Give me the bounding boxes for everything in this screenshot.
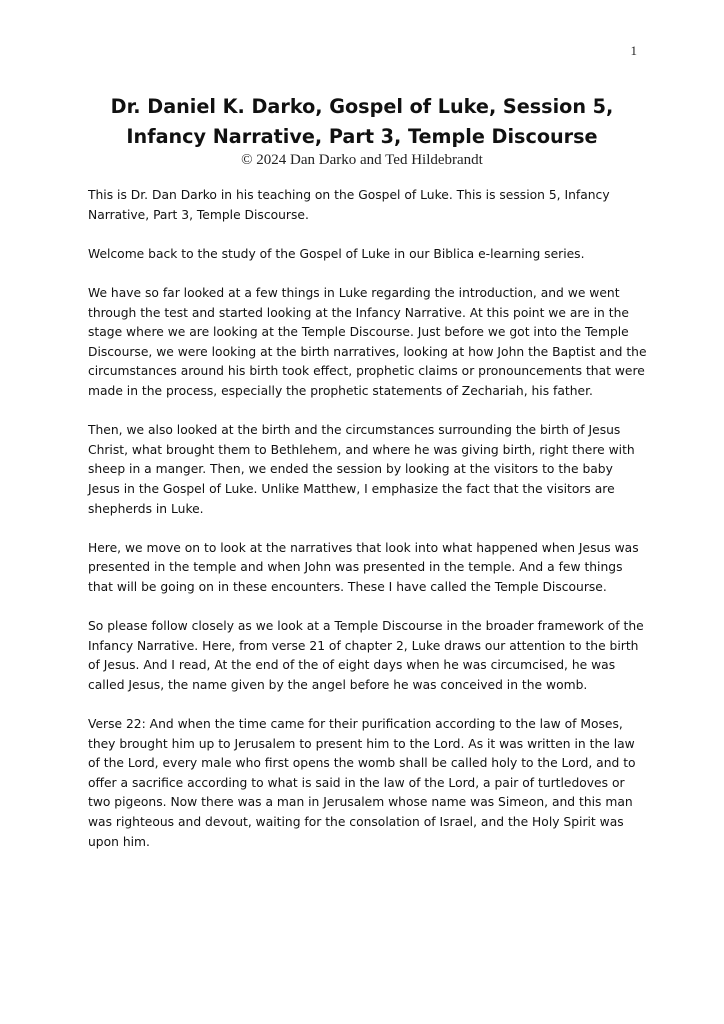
copyright-notice: © 2024 Dan Darko and Ted Hildebrandt — [241, 152, 483, 168]
document-title-line-2: Infancy Narrative, Part 3, Temple Discourse — [126, 125, 598, 148]
paragraph-verse-21: So please follow closely as we look at a Temple Discourse in the broader framework of the Infancy Narrative. Here, from verse 21 of chapter 2, Luke draws our attention to the birth of Jesus. And I read, At the end of the of eight days when he was circumcised, he was called Jesus, the name given by the angel before he was conceived in the womb. — [88, 619, 644, 692]
paragraph-temple-discourse: Here, we move on to look at the narratives that look into what happened when Jesus was presented in the temple and when John was presented in the temple. And a few things that will be going on in these encounters. These I have called the Temple Discourse. — [88, 540, 639, 594]
paragraph-intro: This is Dr. Dan Darko in his teaching on the Gospel of Luke. This is session 5, Infancy Narrative, Part 3, Temple Discourse. — [88, 188, 610, 222]
paragraph-review: We have so far looked at a few things in Luke regarding the introduction, and we went through the test and started looking at the Infancy Narrative. At this point we are in the stage where we are looking at the Temple Discourse. Just before we got into the Temple Discourse, we were looking at the birth narratives, looking at how John the Baptist and the circumstances around his birth took effect, prophetic claims or pronouncements that were made in the process, especially the prophetic statements of Zechariah, his father. — [88, 285, 647, 398]
paragraph-verse-22: Verse 22: And when the time came for their purification according to the law of Moses, they brought him up to Jerusalem to present him to the Lord. As it was written in the law of the Lord, every male who first opens the womb shall be called holy to the Lord, and to offer a sacrifice according to what is said in the law of the Lord, a pair of turtledoves or two pigeons. Now there was a man in Jerusalem whose name was Simeon, and this man was righteous and devout, waiting for the consolation of Israel, and the Holy Spirit was upon him. — [88, 717, 636, 849]
paragraph-birth-of-jesus: Then, we also looked at the birth and the circumstances surrounding the birth of Jesus Christ, what brought them to Bethlehem, and where he was giving birth, right there with sheep in a manger. Then, we ended the session by looking at the visitors to the baby Jesus in the Gospel of Luke. Unlike Matthew, I emphasize the fact that the visitors are shepherds in Luke. — [88, 423, 635, 516]
page-number: 1 — [630, 43, 637, 58]
paragraph-welcome: Welcome back to the study of the Gospel of Luke in our Biblica e-learning series. — [88, 246, 585, 261]
document-title-line-1: Dr. Daniel K. Darko, Gospel of Luke, Session 5, — [110, 95, 614, 118]
title-block — [0, 92, 724, 169]
transcript-body — [88, 186, 648, 872]
